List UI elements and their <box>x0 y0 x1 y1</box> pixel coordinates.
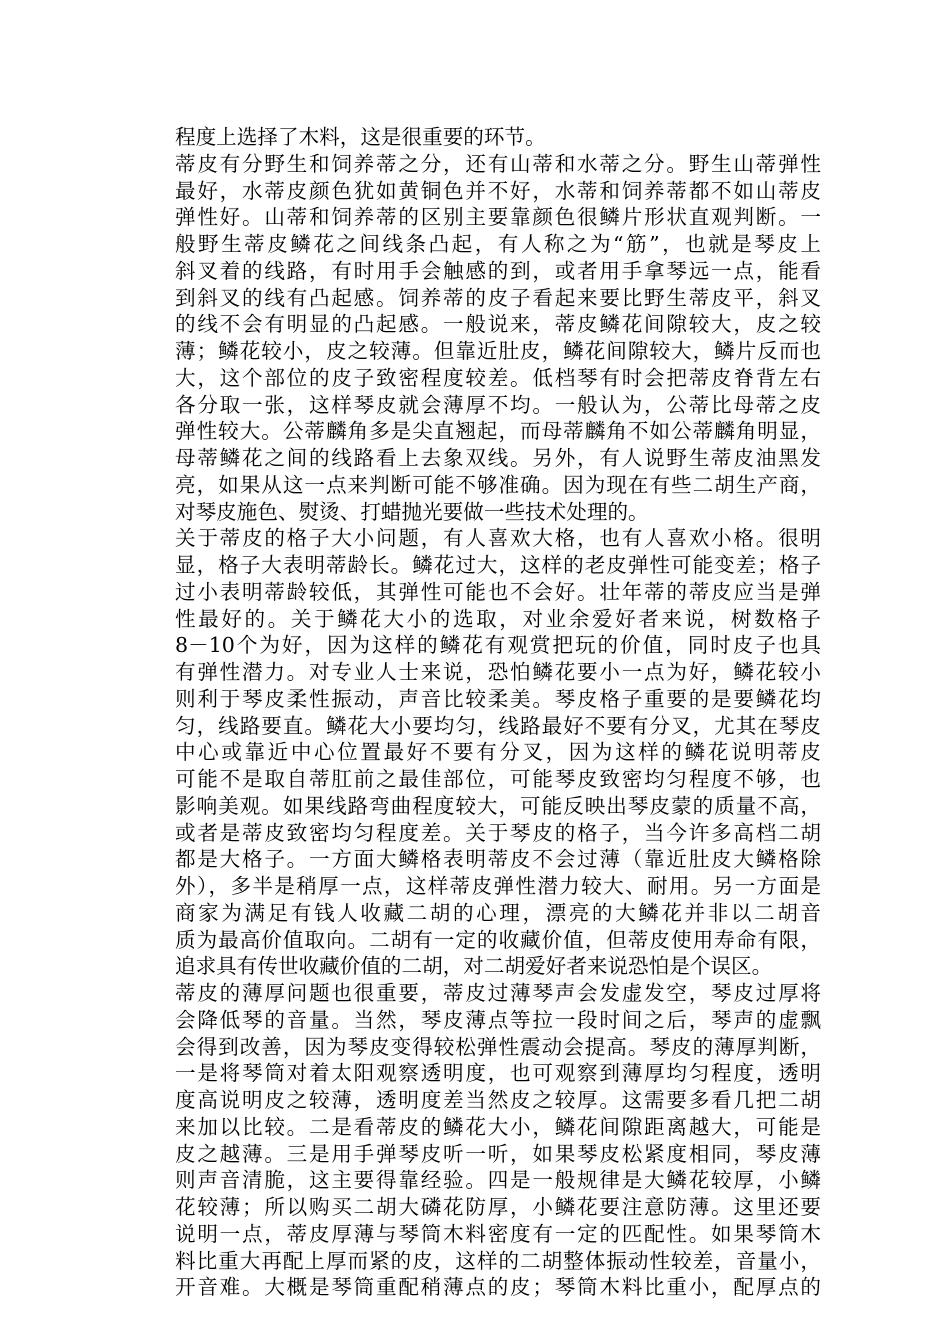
text-line: 8－10个为好，因为这样的鳞花有观赏把玩的价值，同时皮子也具 <box>175 633 821 658</box>
text-line: 度高说明皮之较薄，透明度差当然皮之较厚。这需要多看几把二胡 <box>175 1088 821 1112</box>
text-line: 薄；鳞花较小，皮之较薄。但靠近肚皮，鳞花间隙较大，鳞片反而也 <box>175 339 821 363</box>
text-line: 则利于琴皮柔性振动，声音比较柔美。琴皮格子重要的是要鳞花均 <box>175 686 821 711</box>
text-line: 程度上选择了木料，这是很重要的环节。 <box>175 125 546 149</box>
text-line: 或者是蒂皮致密均匀程度差。关于琴皮的格子，当今许多高档二胡 <box>175 820 821 845</box>
text-line: 关于蒂皮的格子大小问题，有人喜欢大格，也有人喜欢小格。很明 <box>175 526 821 551</box>
text-line: 料比重大再配上厚而紧的皮，这样的二胡整体振动性较差，音量小， <box>175 1248 821 1273</box>
text-line: 匀，线路要直。鳞花大小要均匀，线路最好不要有分叉，尤其在琴皮 <box>175 713 821 738</box>
text-line: 追求具有传世收藏价值的二胡，对二胡爱好者来说恐怕是个误区。 <box>175 954 773 979</box>
text-line: 会降低琴的音量。当然，琴皮薄点等拉一段时间之后，琴声的虚飘 <box>175 1007 821 1032</box>
text-line: 说明一点，蒂皮厚薄与琴筒木料密度有一定的匹配性。如果琴筒木 <box>175 1221 821 1246</box>
text-line: 蒂皮的薄厚问题也很重要，蒂皮过薄琴声会发虚发空，琴皮过厚将 <box>175 981 821 1005</box>
text-line: 有弹性潜力。对专业人士来说，恐怕鳞花要小一点为好，鳞花较小 <box>175 660 821 684</box>
text-line: 开音难。大概是琴筒重配稍薄点的皮；琴筒木料比重小，配厚点的 <box>175 1275 821 1300</box>
text-line: 大，这个部位的皮子致密程度较差。低档琴有时会把蒂皮脊背左右 <box>175 365 821 390</box>
text-line: 到斜叉的线有凸起感。饲养蒂的皮子看起来要比野生蒂皮平，斜叉 <box>175 285 821 310</box>
text-line: 商家为满足有钱人收藏二胡的心理，漂亮的大鳞花并非以二胡音 <box>175 900 821 925</box>
text-line: 外），多半是稍厚一点，这样蒂皮弹性潜力较大、耐用。另一方面是 <box>175 874 821 898</box>
text-line: 亮，如果从这一点来判断可能不够准确。因为现在有些二胡生产商， <box>175 472 821 497</box>
text-line: 母蒂鳞花之间的线路看上去象双线。另外，有人说野生蒂皮油黑发 <box>175 446 821 470</box>
text-line: 影响美观。如果线路弯曲程度较大，可能反映出琴皮蒙的质量不高， <box>175 793 821 818</box>
text-line: 花较薄；所以购买二胡大磷花防厚，小鳞花要注意防薄。这里还要 <box>175 1195 821 1219</box>
text-line: 对琴皮施色、熨烫、打蜡抛光要做一些技术处理的。 <box>175 499 649 524</box>
text-line: 皮之越薄。三是用手弹琴皮听一听，如果琴皮松紧度相同，琴皮薄 <box>175 1141 821 1166</box>
text-line: 则声音清脆，这主要得靠经验。四是一般规律是大鳞花较厚，小鳞 <box>175 1168 821 1193</box>
text-line: 显，格子大表明蒂龄长。鳞花过大，这样的老皮弹性可能变差；格子 <box>175 553 821 577</box>
text-line: 最好，水蒂皮颜色犹如黄铜色并不好，水蒂和饲养蒂都不如山蒂皮 <box>175 178 821 203</box>
text-line: 弹性较大。公蒂麟角多是尖直翘起，而母蒂麟角不如公蒂麟角明显， <box>175 419 821 444</box>
text-line: 中心或靠近中心位置最好不要有分叉，因为这样的鳞花说明蒂皮 <box>175 740 821 765</box>
text-line: 各分取一张，这样琴皮就会薄厚不均。一般认为，公蒂比母蒂之皮 <box>175 392 821 417</box>
text-line: 蒂皮有分野生和饲养蒂之分，还有山蒂和水蒂之分。野生山蒂弹性 <box>175 151 821 176</box>
text-line: 性最好的。关于鳞花大小的选取，对业余爱好者来说，树数格子 <box>175 606 821 631</box>
text-line: 弹性好。山蒂和饲养蒂的区别主要靠颜色很鳞片形状直观判断。一 <box>175 205 821 230</box>
text-line: 的线不会有明显的凸起感。一般说来，蒂皮鳞花间隙较大，皮之较 <box>175 312 821 337</box>
document-body <box>175 124 821 1301</box>
text-line: 般野生蒂皮鳞花之间线条凸起，有人称之为“筋”，也就是琴皮上 <box>175 232 821 256</box>
text-line: 可能不是取自蒂肛前之最佳部位，可能琴皮致密均匀程度不够，也 <box>175 767 821 791</box>
text-line: 一是将琴筒对着太阳观察透明度，也可观察到薄厚均匀程度，透明 <box>175 1061 821 1086</box>
text-line: 会得到改善，因为琴皮变得较松弹性震动会提高。琴皮的薄厚判断， <box>175 1034 821 1059</box>
text-line: 来加以比较。二是看蒂皮的鳞花大小，鳞花间隙距离越大，可能是 <box>175 1114 821 1139</box>
text-line: 质为最高价值取向。二胡有一定的收藏价值，但蒂皮使用寿命有限， <box>175 927 821 952</box>
text-line: 斜叉着的线路，有时用手会触感的到，或者用手拿琴远一点，能看 <box>175 258 821 283</box>
text-line: 都是大格子。一方面大鳞格表明蒂皮不会过薄（靠近肚皮大鳞格除 <box>175 847 821 872</box>
text-line: 过小表明蒂龄较低，其弹性可能也不会好。壮年蒂的蒂皮应当是弹 <box>175 579 821 604</box>
